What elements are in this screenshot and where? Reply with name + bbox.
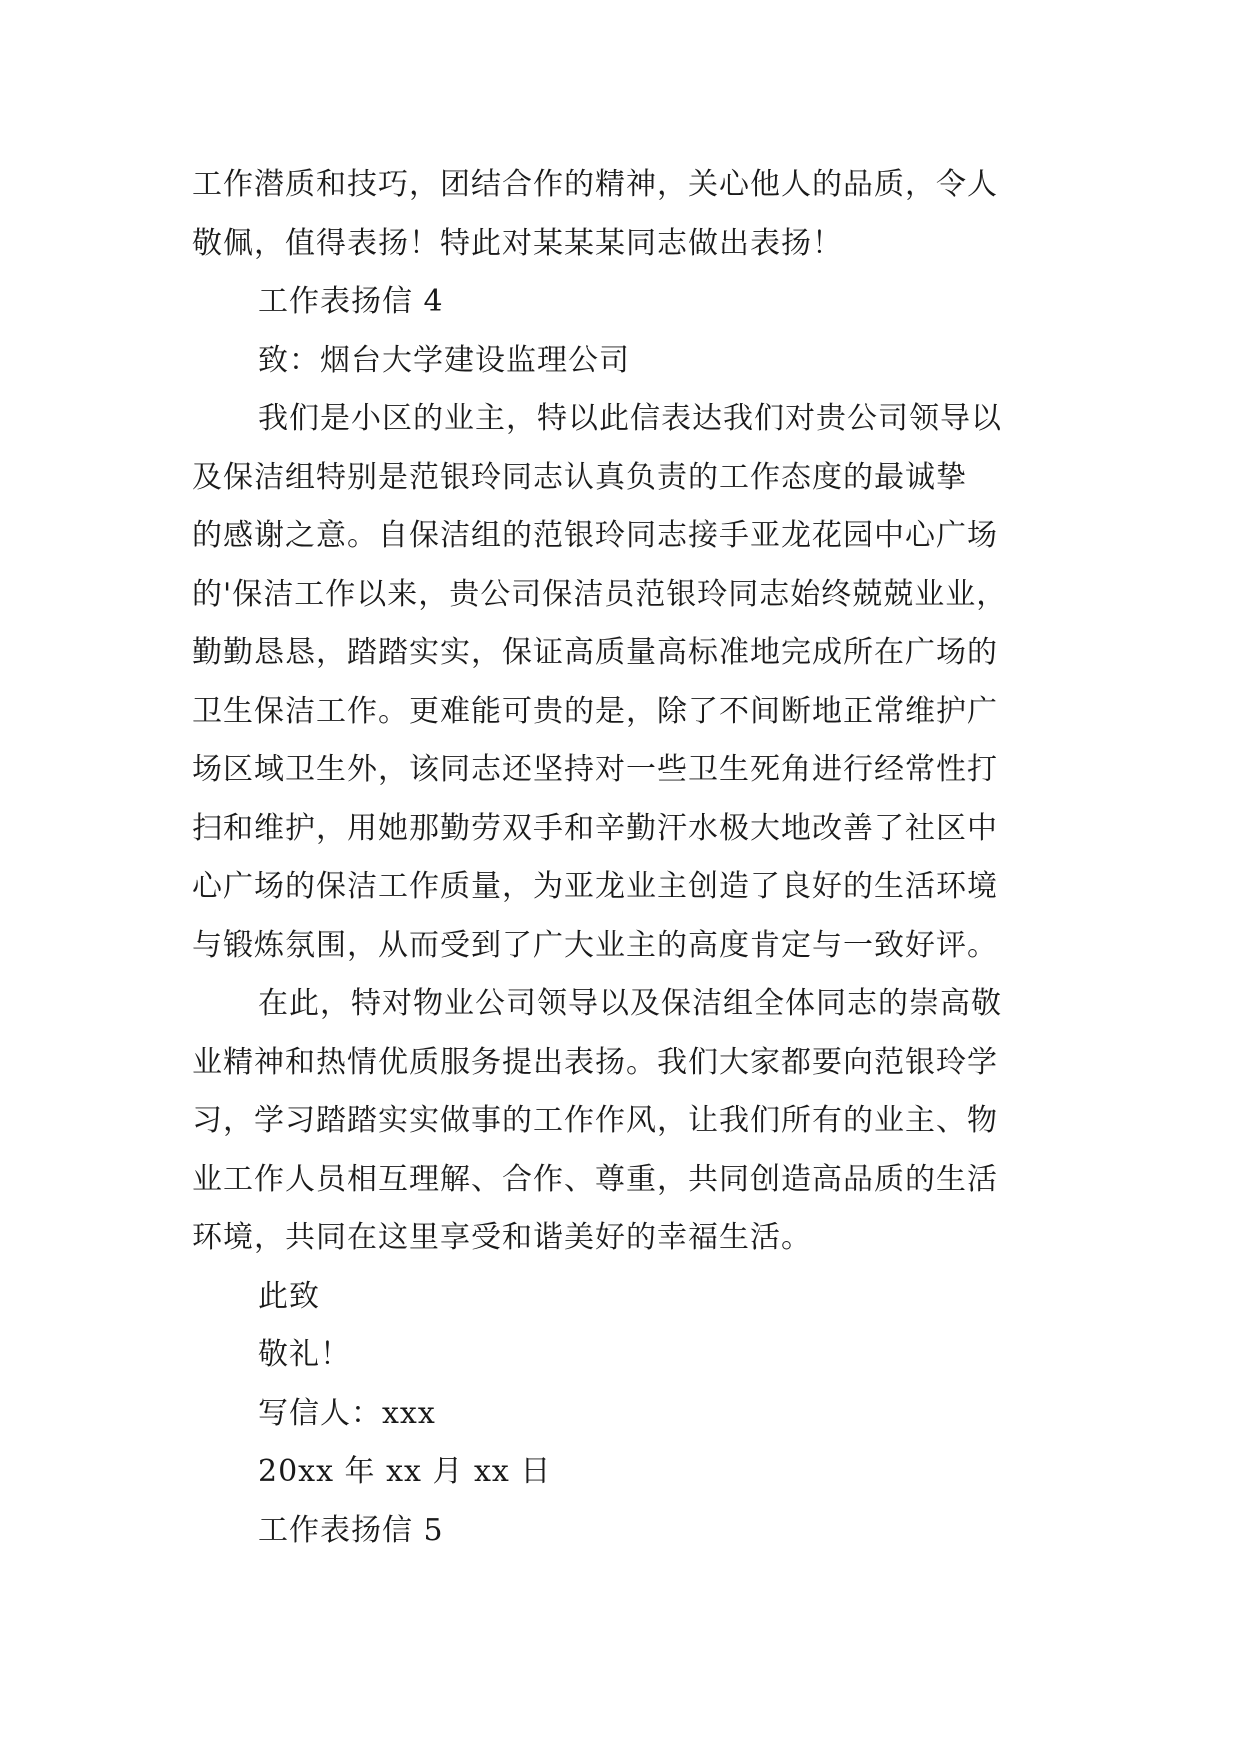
text-line: 环境，共同在这里享受和谐美好的幸福生活。 [192, 1220, 812, 1255]
text-line: 与锻炼氛围，从而受到了广大业主的高度肯定与一致好评。 [192, 927, 998, 963]
signature-writer: 写信人：xxx [258, 1395, 436, 1431]
closing-line: 此致 [258, 1278, 320, 1314]
signature-date: 20xx 年 xx 月 xx 日 [258, 1454, 552, 1489]
salutation: 致：烟台大学建设监理公司 [258, 342, 630, 378]
text-line: 习，学习踏踏实实做事的工作作风，让我们所有的业主、物 [192, 1103, 998, 1138]
text-line: 及保洁组特别是范银玲同志认真负责的工作态度的最诚挚 [192, 459, 967, 495]
text-line: 在此，特对物业公司领导以及保洁组全体同志的崇高敬 [258, 986, 1002, 1021]
text-line: 的'保洁工作以来，贵公司保洁员范银玲同志始终兢兢业业， [192, 576, 1008, 612]
text-line: 卫生保洁工作。更难能可贵的是，除了不间断地正常维护广 [192, 693, 998, 729]
text-line: 扫和维护，用她那勤劳双手和辛勤汗水极大地改善了社区中 [192, 810, 998, 846]
letter-body [192, 156, 1062, 1560]
text-line: 场区域卫生外，该同志还坚持对一些卫生死角进行经常性打 [192, 752, 998, 787]
text-line: 工作潜质和技巧，团结合作的精神，关心他人的品质，令人 [192, 167, 998, 202]
text-line: 心广场的保洁工作质量，为亚龙业主创造了良好的生活环境 [192, 869, 998, 904]
text-line: 的感谢之意。自保洁组的范银玲同志接手亚龙花园中心广场 [192, 518, 998, 553]
text-line: 业工作人员相互理解、合作、尊重，共同创造高品质的生活 [192, 1161, 998, 1197]
text-line: 我们是小区的业主，特以此信表达我们对贵公司领导以 [258, 401, 1002, 436]
letter-heading: 工作表扬信 4 [258, 284, 444, 319]
closing-regards: 敬礼！ [258, 1337, 351, 1372]
text-line: 业精神和热情优质服务提出表扬。我们大家都要向范银玲学 [192, 1044, 998, 1080]
text-line: 敬佩，值得表扬！特此对某某某同志做出表扬！ [192, 225, 843, 261]
letter-heading: 工作表扬信 5 [258, 1512, 444, 1548]
text-line: 勤勤恳恳，踏踏实实，保证高质量高标准地完成所在广场的 [192, 635, 998, 670]
